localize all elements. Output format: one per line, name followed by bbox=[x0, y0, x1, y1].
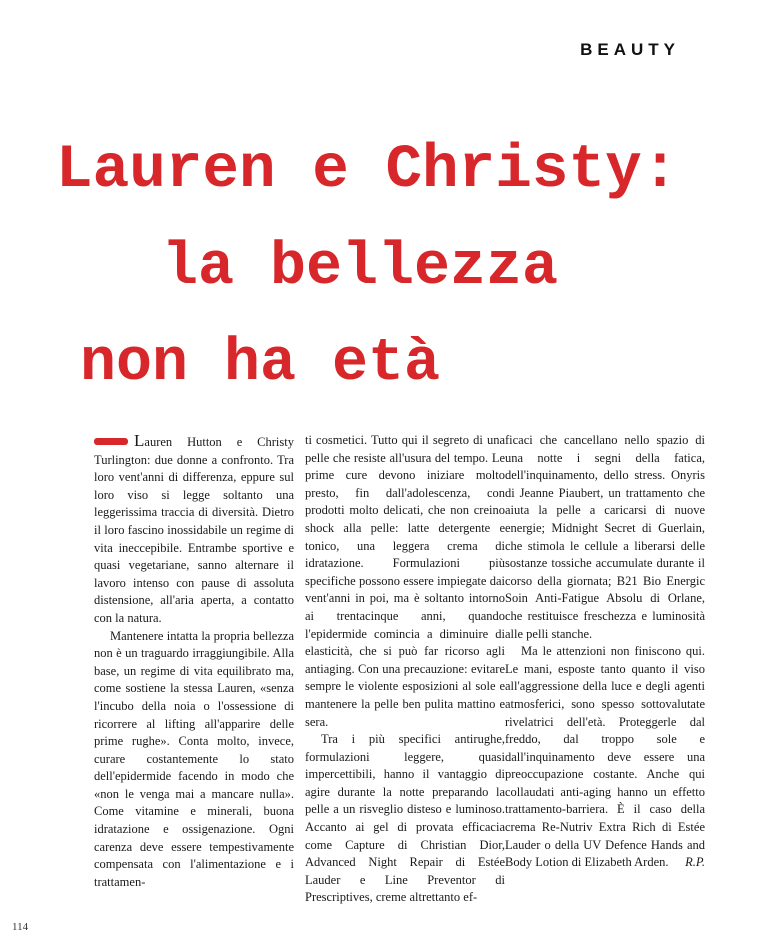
paragraph: ti cosmetici. Tutto qui il segreto di una pelle che resiste all'usura del tempo. Le prime cure devono iniziare molto presto, fin dall'adolescenza, con prodotti molto delicati, che non creino shock alla pelle: latte detergente e tonico, una leggera crema di idratazione. Formulazioni più specifiche possono essere impiegate dai vent'anni in poi, ma è soltanto intorno ai trentacinque anni, quando l'epidermide comincia a diminuire di elasticità, che si può far ricorso agli antiaging. Con una precauzione: evitare sempre le violente esposizioni al sole e mantenere la pelle ben pulita mattino e sera. bbox=[305, 433, 505, 729]
lead-text: auren Hutton e Christy Turlington: due donne a confronto. Tra loro vent'anni di differenza, eppure sul loro viso si leggе soltanto una leggerissima traccia di diversità. Dietro il loro fascino inossidabile un regime di vita ineccepibile. Entrambe sportive e quasi vegetariane, sanno alternare il lavoro intenso con pause di assoluta distensione, all'aria aperta, a contatto con la natura. bbox=[94, 435, 294, 625]
paragraph: Tra i più specifici antirughe, formulazioni leggere, quasi impercettibili, hanno il vantaggio di agire durante la notte preparando la pelle a un risveglio disteso e luminoso. Accanto ai gel di provata efficacia come Capture di Christian Dior, Advanced Night Repair di Estée Lauder e Line Preventor di Prescriptives, creme altrettanto ef- bbox=[305, 732, 505, 905]
lead-initial: L bbox=[134, 431, 145, 450]
paragraph: ficaci che cancellano nello spazio di una notte i segni della fatica, dell'inquinamento, dello stress. Onyris di Jeanne Piaubert, un trattamento che aiuta la pelle a caricarsi di nuove energie; Midnight Secret di Guerlain, che stimola le cellule a liberarsi delle sostanze tossiche accumulate durante il corso della giornata; B21 Bio Energic Soin Anti-Fatigue Absolu di Orlane, che restituisce freschezza e luminosità alle pelli stanche. bbox=[505, 433, 705, 641]
paragraph: Ma le attenzioni non finiscono qui. Le mani, esposte tanto quanto il viso all'aggressione della luce e degli agenti atmosferici, sono spesso sottovalutate rivelatrici dell'età. Proteggerle dal freddo, dal troppo sole e dall'inquinamento deve essere una preoccupazione costante. Anche qui collaudati anti-aging hanno un effetto trattamento-barriera. È il caso della crema Re-Nutriv Extra Rich di Estée Lauder o della UV Defence Hands and Body Lotion di Elizabeth Arden. bbox=[505, 644, 705, 870]
lead-paragraph bbox=[94, 432, 294, 628]
page-number: 114 bbox=[12, 921, 29, 933]
headline-line-2: la bellezza bbox=[162, 234, 559, 302]
section-header: BEAUTY bbox=[580, 40, 680, 59]
article-column-1 bbox=[94, 432, 294, 891]
author-signature: R.P. bbox=[685, 855, 705, 870]
article-column-2 bbox=[305, 432, 505, 907]
headline-line-1: Lauren e Christy: bbox=[56, 136, 679, 205]
article-column-3 bbox=[505, 432, 705, 872]
lead-bullet-marker bbox=[94, 438, 128, 445]
paragraph: Mantenere intatta la propria bellezza non è un traguardo irraggiungibile. Alla base, un regime di vita equilibrato ma, come sostiene la stessa Lauren, «senza l'incubo della noia o l'ossessione di ricorrere al lifting all'apparire delle prime rughe». Conta molto, invece, curare costantemente lo stato dell'epidermide facendo in modo che «non le venga mai a mancare nulla». Come vitamine e minerali, buona idratazione e ossigenazione. Ogni carenza deve essere tempestivamente compensata con l'alimentazione e i trattamen- bbox=[94, 628, 294, 889]
headline-line-3: non ha età bbox=[80, 330, 441, 398]
